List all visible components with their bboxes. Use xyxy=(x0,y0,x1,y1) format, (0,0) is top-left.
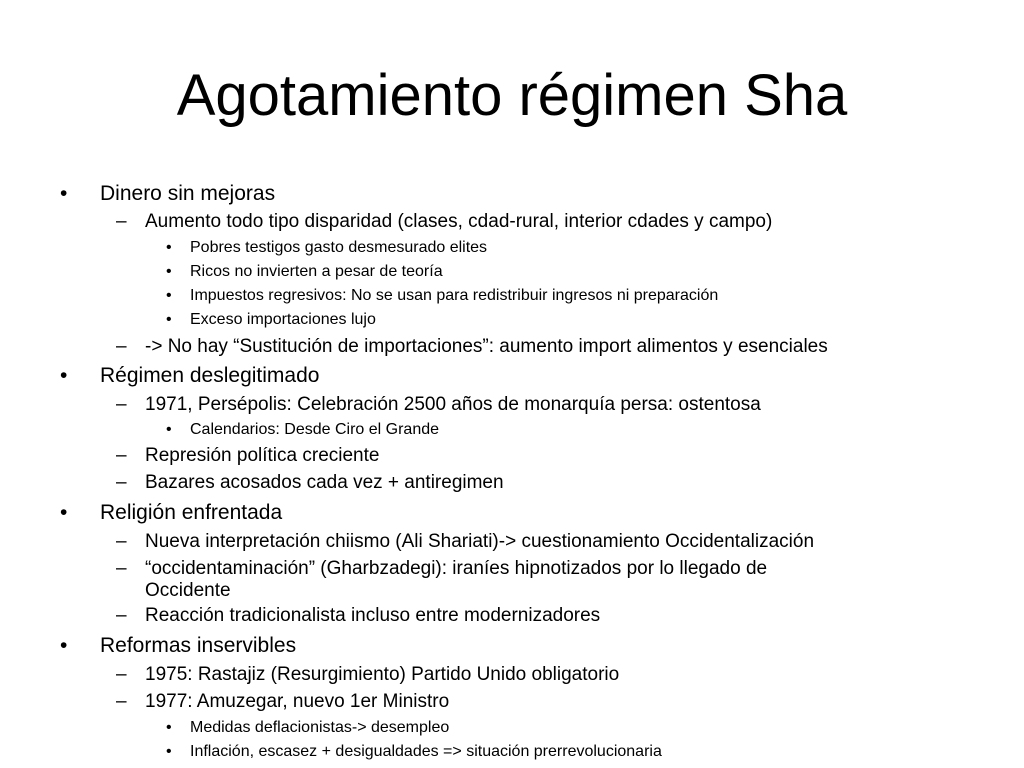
bullet-marker: • xyxy=(166,743,172,760)
dash-marker: – xyxy=(116,472,127,493)
bullet-marker: • xyxy=(60,501,68,524)
list-item-text: Ricos no invierten a pesar de teoría xyxy=(190,263,443,280)
dash-marker: – xyxy=(116,664,127,685)
list-item-text: Reacción tradicionalista incluso entre modernizadores xyxy=(145,605,601,626)
dash-marker: – xyxy=(116,211,127,232)
list-item-text: -> No hay “Sustitución de importaciones”: aumento import alimentos y esenciales xyxy=(145,336,828,357)
list-item-text: Impuestos regresivos: No se usan para redistribuir ingresos ni preparación xyxy=(190,287,719,304)
dash-marker: – xyxy=(116,605,127,626)
list-item-text-line: “occidentaminación” (Gharbzadegi): iraníes hipnotizados por lo llegado de xyxy=(145,558,768,579)
bullet-marker: • xyxy=(166,719,172,736)
bullet-marker: • xyxy=(60,364,68,387)
list-item-text: Dinero sin mejoras xyxy=(100,182,276,205)
list-item-text: Calendarios: Desde Ciro el Grande xyxy=(190,421,440,438)
list-item-text: Reformas inservibles xyxy=(100,634,297,657)
list-item-text: Religión enfrentada xyxy=(100,501,283,524)
bullet-marker: • xyxy=(166,263,172,280)
list-item-text: Nueva interpretación chiismo (Ali Shariati)-> cuestionamiento Occidentalización xyxy=(145,531,815,552)
list-item-text: 1975: Rastajiz (Resurgimiento) Partido Unido obligatorio xyxy=(145,664,620,685)
bullet-marker: • xyxy=(60,634,68,657)
dash-marker: – xyxy=(116,558,127,579)
list-item-text-line: Occidente xyxy=(145,580,231,601)
slide-content xyxy=(0,180,1024,768)
list-item-text: Bazares acosados cada vez + antiregimen xyxy=(145,472,504,493)
bullet-marker: • xyxy=(166,311,172,328)
dash-marker: – xyxy=(116,394,127,415)
dash-marker: – xyxy=(116,336,127,357)
dash-marker: – xyxy=(116,445,127,466)
list-item-text: Pobres testigos gasto desmesurado elites xyxy=(190,239,488,256)
bullet-marker: • xyxy=(60,182,68,205)
list-item-text: Inflación, escasez + desigualdades => situación prerrevolucionaria xyxy=(190,743,662,760)
list-item-text: Represión política creciente xyxy=(145,445,380,466)
list-item-text: 1971, Persépolis: Celebración 2500 años de monarquía persa: ostentosa xyxy=(145,394,761,415)
dash-marker: – xyxy=(116,531,127,552)
bullet-marker: • xyxy=(166,421,172,438)
bullet-marker: • xyxy=(166,239,172,256)
list-item-text: Aumento todo tipo disparidad (clases, cdad-rural, interior cdades y campo) xyxy=(145,211,773,232)
dash-marker: – xyxy=(116,691,127,712)
list-item-text: Exceso importaciones lujo xyxy=(190,311,376,328)
bullet-marker: • xyxy=(166,287,172,304)
list-item-text: Régimen deslegitimado xyxy=(100,364,320,387)
list-item-text xyxy=(145,558,767,602)
list-item-text: 1977: Amuzegar, nuevo 1er Ministro xyxy=(145,691,450,712)
list-item-text: Medidas deflacionistas-> desempleo xyxy=(190,719,450,736)
slide-title: Agotamiento régimen Sha xyxy=(176,63,848,128)
